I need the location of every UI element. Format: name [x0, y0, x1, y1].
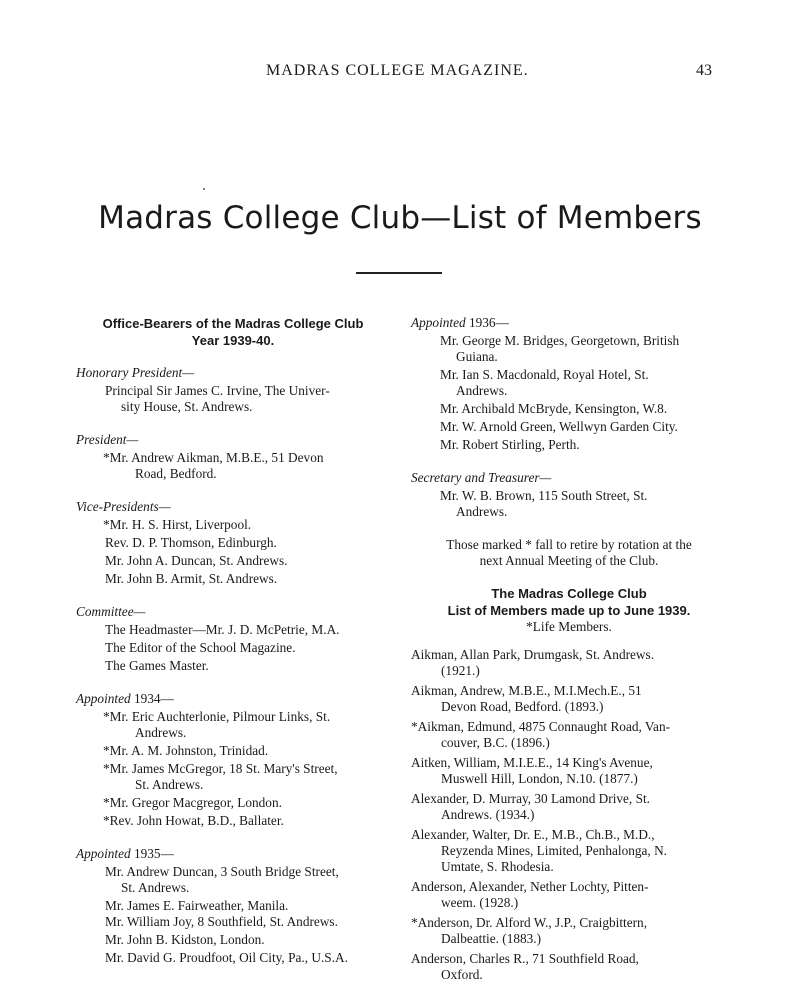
appointed-1936-section [411, 315, 727, 453]
appointed-1936-entry: Mr. Archibald McBryde, Kensington, W.8. [440, 401, 668, 416]
member-line: Alexander, Walter, Dr. E., M.B., Ch.B., M.D., [411, 827, 655, 842]
appointed-1934-entry: *Rev. John Howat, B.D., Ballater. [103, 813, 284, 828]
running-title: MADRAS COLLEGE MAGAZINE. [266, 62, 529, 79]
office-bearers-heading-line1: Office-Bearers of the Madras College Club [102, 316, 364, 331]
life-members-note: *Life Members. [526, 619, 612, 634]
appointed-1934-entry [76, 761, 390, 793]
member-line-continued: (1921.) [441, 663, 480, 678]
members-list-heading [411, 585, 727, 635]
member-entry [411, 915, 727, 947]
appointed-1935-section [76, 846, 390, 966]
print-speck [203, 188, 205, 190]
vice-president-entry: Mr. John A. Duncan, St. Andrews. [105, 553, 288, 568]
president-entry [76, 450, 390, 482]
secretary-label: Secretary and Treasurer— [411, 470, 552, 485]
member-entry [411, 647, 727, 679]
member-line-continued: couver, B.C. (1896.) [441, 735, 550, 750]
entry-line: *Mr. Eric Auchterlonie, Pilmour Links, St. [103, 709, 331, 724]
entry-line: Mr. Ian S. Macdonald, Royal Hotel, St. [440, 367, 649, 382]
committee-entry: The Editor of the School Magazine. [105, 640, 296, 655]
appointed-label-text: Appointed [411, 315, 466, 330]
appointed-1934-section [76, 691, 390, 829]
committee-label: Committee— [76, 604, 146, 619]
office-bearers-heading [76, 315, 390, 349]
member-line-continued: Andrews. (1934.) [441, 807, 535, 822]
honorary-president-section [76, 365, 390, 415]
office-bearers-heading-line2: Year 1939-40. [191, 333, 275, 348]
member-line: *Anderson, Dr. Alford W., J.P., Craigbittern, [411, 915, 648, 930]
title-rule [356, 272, 442, 274]
member-entry [411, 879, 727, 911]
president-section [76, 432, 390, 482]
vice-presidents-label: Vice-Presidents— [76, 499, 171, 514]
entry-line-continued: Guiana. [456, 349, 498, 364]
member-line: Anderson, Alexander, Nether Lochty, Pitten- [411, 879, 649, 894]
appointed-1936-entry: Mr. W. Arnold Green, Wellwyn Garden City. [440, 419, 678, 434]
members-list-heading-line1: The Madras College Club [491, 586, 647, 601]
entry-line-continued: Andrews. [456, 504, 508, 519]
entry-line-continued: Andrews. [456, 383, 508, 398]
appointed-1936-entry [411, 333, 727, 365]
vice-president-entry: Mr. John B. Armit, St. Andrews. [105, 571, 278, 586]
appointed-year: 1934— [133, 691, 174, 706]
member-line-continued: Dalbeattie. (1883.) [441, 931, 542, 946]
appointed-year: 1936— [468, 315, 509, 330]
entry-line-continued: Road, Bedford. [135, 466, 217, 481]
entry-line: Principal Sir James C. Irvine, The Univer- [105, 383, 330, 398]
member-line: Aitken, William, M.I.E.E., 14 King's Avenue, [411, 755, 653, 770]
appointed-1936-label [411, 315, 727, 331]
appointed-label-text: Appointed [76, 691, 131, 706]
member-line-continued: Oxford. [441, 967, 483, 982]
vice-president-entry: Rev. D. P. Thomson, Edinburgh. [105, 535, 277, 550]
entry-line: *Mr. Andrew Aikman, M.B.E., 51 Devon [103, 450, 324, 465]
committee-entry: The Headmaster—Mr. J. D. McPetrie, M.A. [105, 622, 340, 637]
entry-line: Mr. W. B. Brown, 115 South Street, St. [440, 488, 648, 503]
right-column [411, 315, 727, 987]
left-column [76, 315, 390, 983]
appointed-1935-label [76, 846, 390, 862]
appointed-1935-entry: Mr. John B. Kidston, London. [105, 932, 265, 947]
rotation-note-line2: next Annual Meeting of the Club. [479, 553, 659, 568]
appointed-1934-label [76, 691, 390, 707]
member-entry [411, 683, 727, 715]
committee-entry: The Games Master. [105, 658, 209, 673]
secretary-entry [411, 488, 727, 520]
committee-section [76, 604, 390, 674]
vice-presidents-section [76, 499, 390, 587]
secretary-section [411, 470, 727, 520]
president-label: President— [76, 432, 139, 447]
member-line: Anderson, Charles R., 71 Southfield Road, [411, 951, 639, 966]
appointed-1935-entry: Mr. David G. Proudfoot, Oil City, Pa., U.S.A. [105, 950, 348, 965]
member-line-continued: Reyzenda Mines, Limited, Penhalonga, N. [441, 843, 667, 858]
member-entry [411, 827, 727, 875]
appointed-label-text: Appointed [76, 846, 131, 861]
entry-line-continued: Andrews. [135, 725, 187, 740]
member-line: Aikman, Andrew, M.B.E., M.I.Mech.E., 51 [411, 683, 642, 698]
appointed-1936-entry: Mr. Robert Stirling, Perth. [440, 437, 580, 452]
page-title: Madras College Club—List of Members [98, 200, 702, 236]
member-entry [411, 951, 727, 983]
vice-president-entry: *Mr. H. S. Hirst, Liverpool. [103, 517, 252, 532]
honorary-president-label: Honorary President— [76, 365, 195, 380]
member-line-continued: Umtate, S. Rhodesia. [441, 859, 554, 874]
entry-line: Mr. Andrew Duncan, 3 South Bridge Street, [105, 864, 339, 879]
member-entry [411, 755, 727, 787]
entry-line-continued: sity House, St. Andrews. [121, 399, 253, 414]
member-line-continued: Muswell Hill, London, N.10. (1877.) [441, 771, 638, 786]
honorary-president-entry [76, 383, 390, 415]
rotation-note-line1: Those marked * fall to retire by rotation at the [446, 537, 692, 552]
entry-line-continued: St. Andrews. [121, 880, 190, 895]
rotation-note [411, 537, 727, 569]
appointed-1936-entry [411, 367, 727, 399]
entry-line-continued: St. Andrews. [135, 777, 204, 792]
appointed-1935-entry: Mr. William Joy, 8 Southfield, St. Andrews. [105, 914, 338, 929]
appointed-1935-entry [76, 864, 390, 896]
page-number: 43 [696, 62, 712, 79]
appointed-1934-entry: *Mr. A. M. Johnston, Trinidad. [103, 743, 269, 758]
member-line-continued: Devon Road, Bedford. (1893.) [441, 699, 604, 714]
member-line: Alexander, D. Murray, 30 Lamond Drive, St. [411, 791, 650, 806]
appointed-1934-entry: *Mr. Gregor Macgregor, London. [103, 795, 282, 810]
members-list [411, 647, 727, 983]
member-entry [411, 791, 727, 823]
running-header [0, 62, 800, 82]
appointed-1934-entry [76, 709, 390, 741]
appointed-1935-entry: Mr. James E. Fairweather, Manila. [105, 898, 289, 913]
members-list-heading-line2: List of Members made up to June 1939. [447, 603, 691, 618]
member-line: Aikman, Allan Park, Drumgask, St. Andrews. [411, 647, 655, 662]
entry-line: *Mr. James McGregor, 18 St. Mary's Street, [103, 761, 338, 776]
entry-line: Mr. George M. Bridges, Georgetown, British [440, 333, 680, 348]
member-line: *Aikman, Edmund, 4875 Connaught Road, Van- [411, 719, 671, 734]
member-line-continued: weem. (1928.) [441, 895, 519, 910]
member-entry [411, 719, 727, 751]
appointed-year: 1935— [133, 846, 174, 861]
